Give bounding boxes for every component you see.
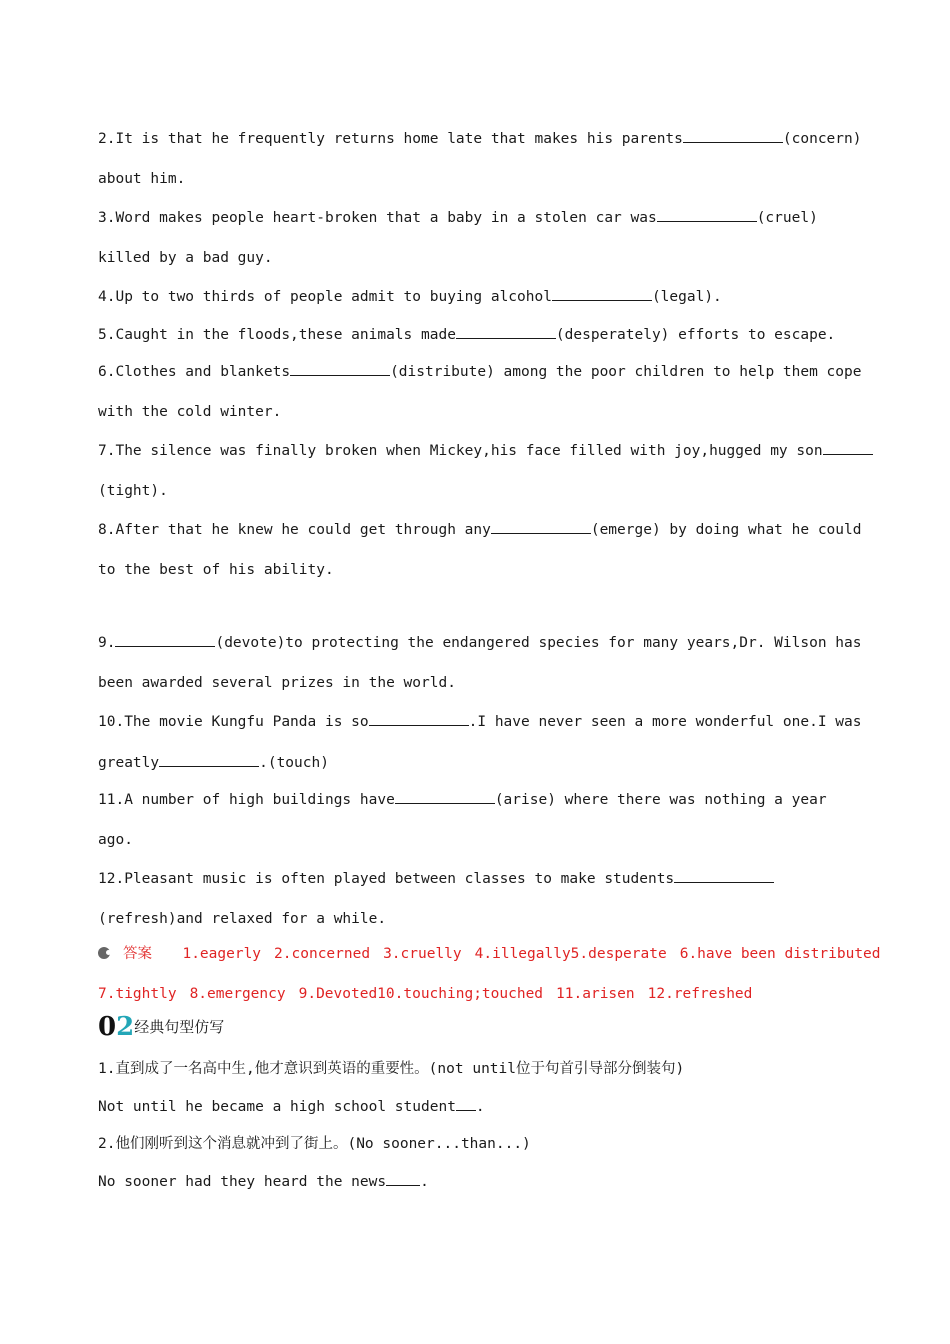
answer-blank[interactable] — [386, 1171, 420, 1186]
translation-1-answer: Not until he became a high school student . — [98, 1096, 847, 1117]
answer-blank[interactable] — [395, 789, 495, 804]
translation-1-prompt: 1.直到成了一名高中生,他才意识到英语的重要性。(not until位于句首引导部分倒装句) — [98, 1061, 685, 1077]
exercise-11-cont: ago. — [98, 832, 133, 848]
answer-blank[interactable] — [456, 324, 556, 339]
section-number: 02 — [98, 1012, 135, 1042]
exercise-2-cont: about him. — [98, 171, 186, 187]
exercise-10-cont: greatly .(touch) — [98, 752, 847, 773]
translation-2-answer: No sooner had they heard the news . — [98, 1171, 847, 1192]
exercise-10: 10.The movie Kungfu Panda is so .I have never seen a more wonderful one.I was — [98, 711, 847, 732]
answer-blank[interactable] — [823, 440, 873, 455]
answer-blank[interactable] — [369, 711, 469, 726]
answer-blank[interactable] — [491, 519, 591, 534]
answer-blank[interactable] — [115, 632, 215, 647]
answer-blank[interactable] — [552, 286, 652, 301]
exercise-2: 2.It is that he frequently returns home late that makes his parents (concern) — [98, 128, 847, 149]
translation-2-prompt: 2.他们刚听到这个消息就冲到了街上。(No sooner...than...) — [98, 1136, 531, 1152]
exercise-9-cont: been awarded several prizes in the world. — [98, 675, 456, 691]
answer-blank[interactable] — [683, 128, 783, 143]
answer-label: 答案 — [123, 946, 152, 962]
exercise-12-cont: (refresh)and relaxed for a while. — [98, 911, 387, 927]
exercise-3-cont: killed by a bad guy. — [98, 250, 273, 266]
exercise-5: 5.Caught in the floods,these animals made (desperately) efforts to escape. — [98, 324, 847, 345]
exercise-7: 7.The silence was finally broken when Mickey,his face filled with joy,hugged my son — [98, 440, 847, 461]
answer-blank[interactable] — [456, 1096, 476, 1111]
section-header — [98, 1012, 847, 1046]
answer-blank[interactable] — [159, 752, 259, 767]
exercise-8: 8.After that he knew he could get through any (emerge) by doing what he could — [98, 519, 847, 540]
exercise-4: 4.Up to two thirds of people admit to buying alcohol (legal). — [98, 286, 847, 307]
exercise-6: 6.Clothes and blankets (distribute) among the poor children to help them cope — [98, 361, 847, 382]
exercise-12: 12.Pleasant music is often played between classes to make students — [98, 868, 847, 889]
exercise-7-cont: (tight). — [98, 483, 168, 499]
exercise-6-cont: with the cold winter. — [98, 404, 282, 420]
answer-icon — [98, 947, 110, 959]
answer-blank[interactable] — [290, 361, 390, 376]
answer-line-1: 答案 1.eagerly 2.concerned 3.cruelly 4.illegally5.desperate 6.have been distributed — [98, 944, 847, 964]
exercise-3: 3.Word makes people heart-broken that a baby in a stolen car was (cruel) — [98, 207, 847, 228]
answer-blank[interactable] — [674, 868, 774, 883]
exercise-8-cont: to the best of his ability. — [98, 562, 334, 578]
section-title: 经典句型仿写 — [134, 1018, 225, 1036]
exercise-11: 11.A number of high buildings have (arise) where there was nothing a year — [98, 789, 847, 810]
answer-blank[interactable] — [657, 207, 757, 222]
answer-line-2: 7.tightly 8.emergency 9.Devoted10.touching;touched 11.arisen 12.refreshed — [98, 986, 753, 1002]
exercise-9: 9. (devote)to protecting the endangered species for many years,Dr. Wilson has — [98, 632, 847, 653]
